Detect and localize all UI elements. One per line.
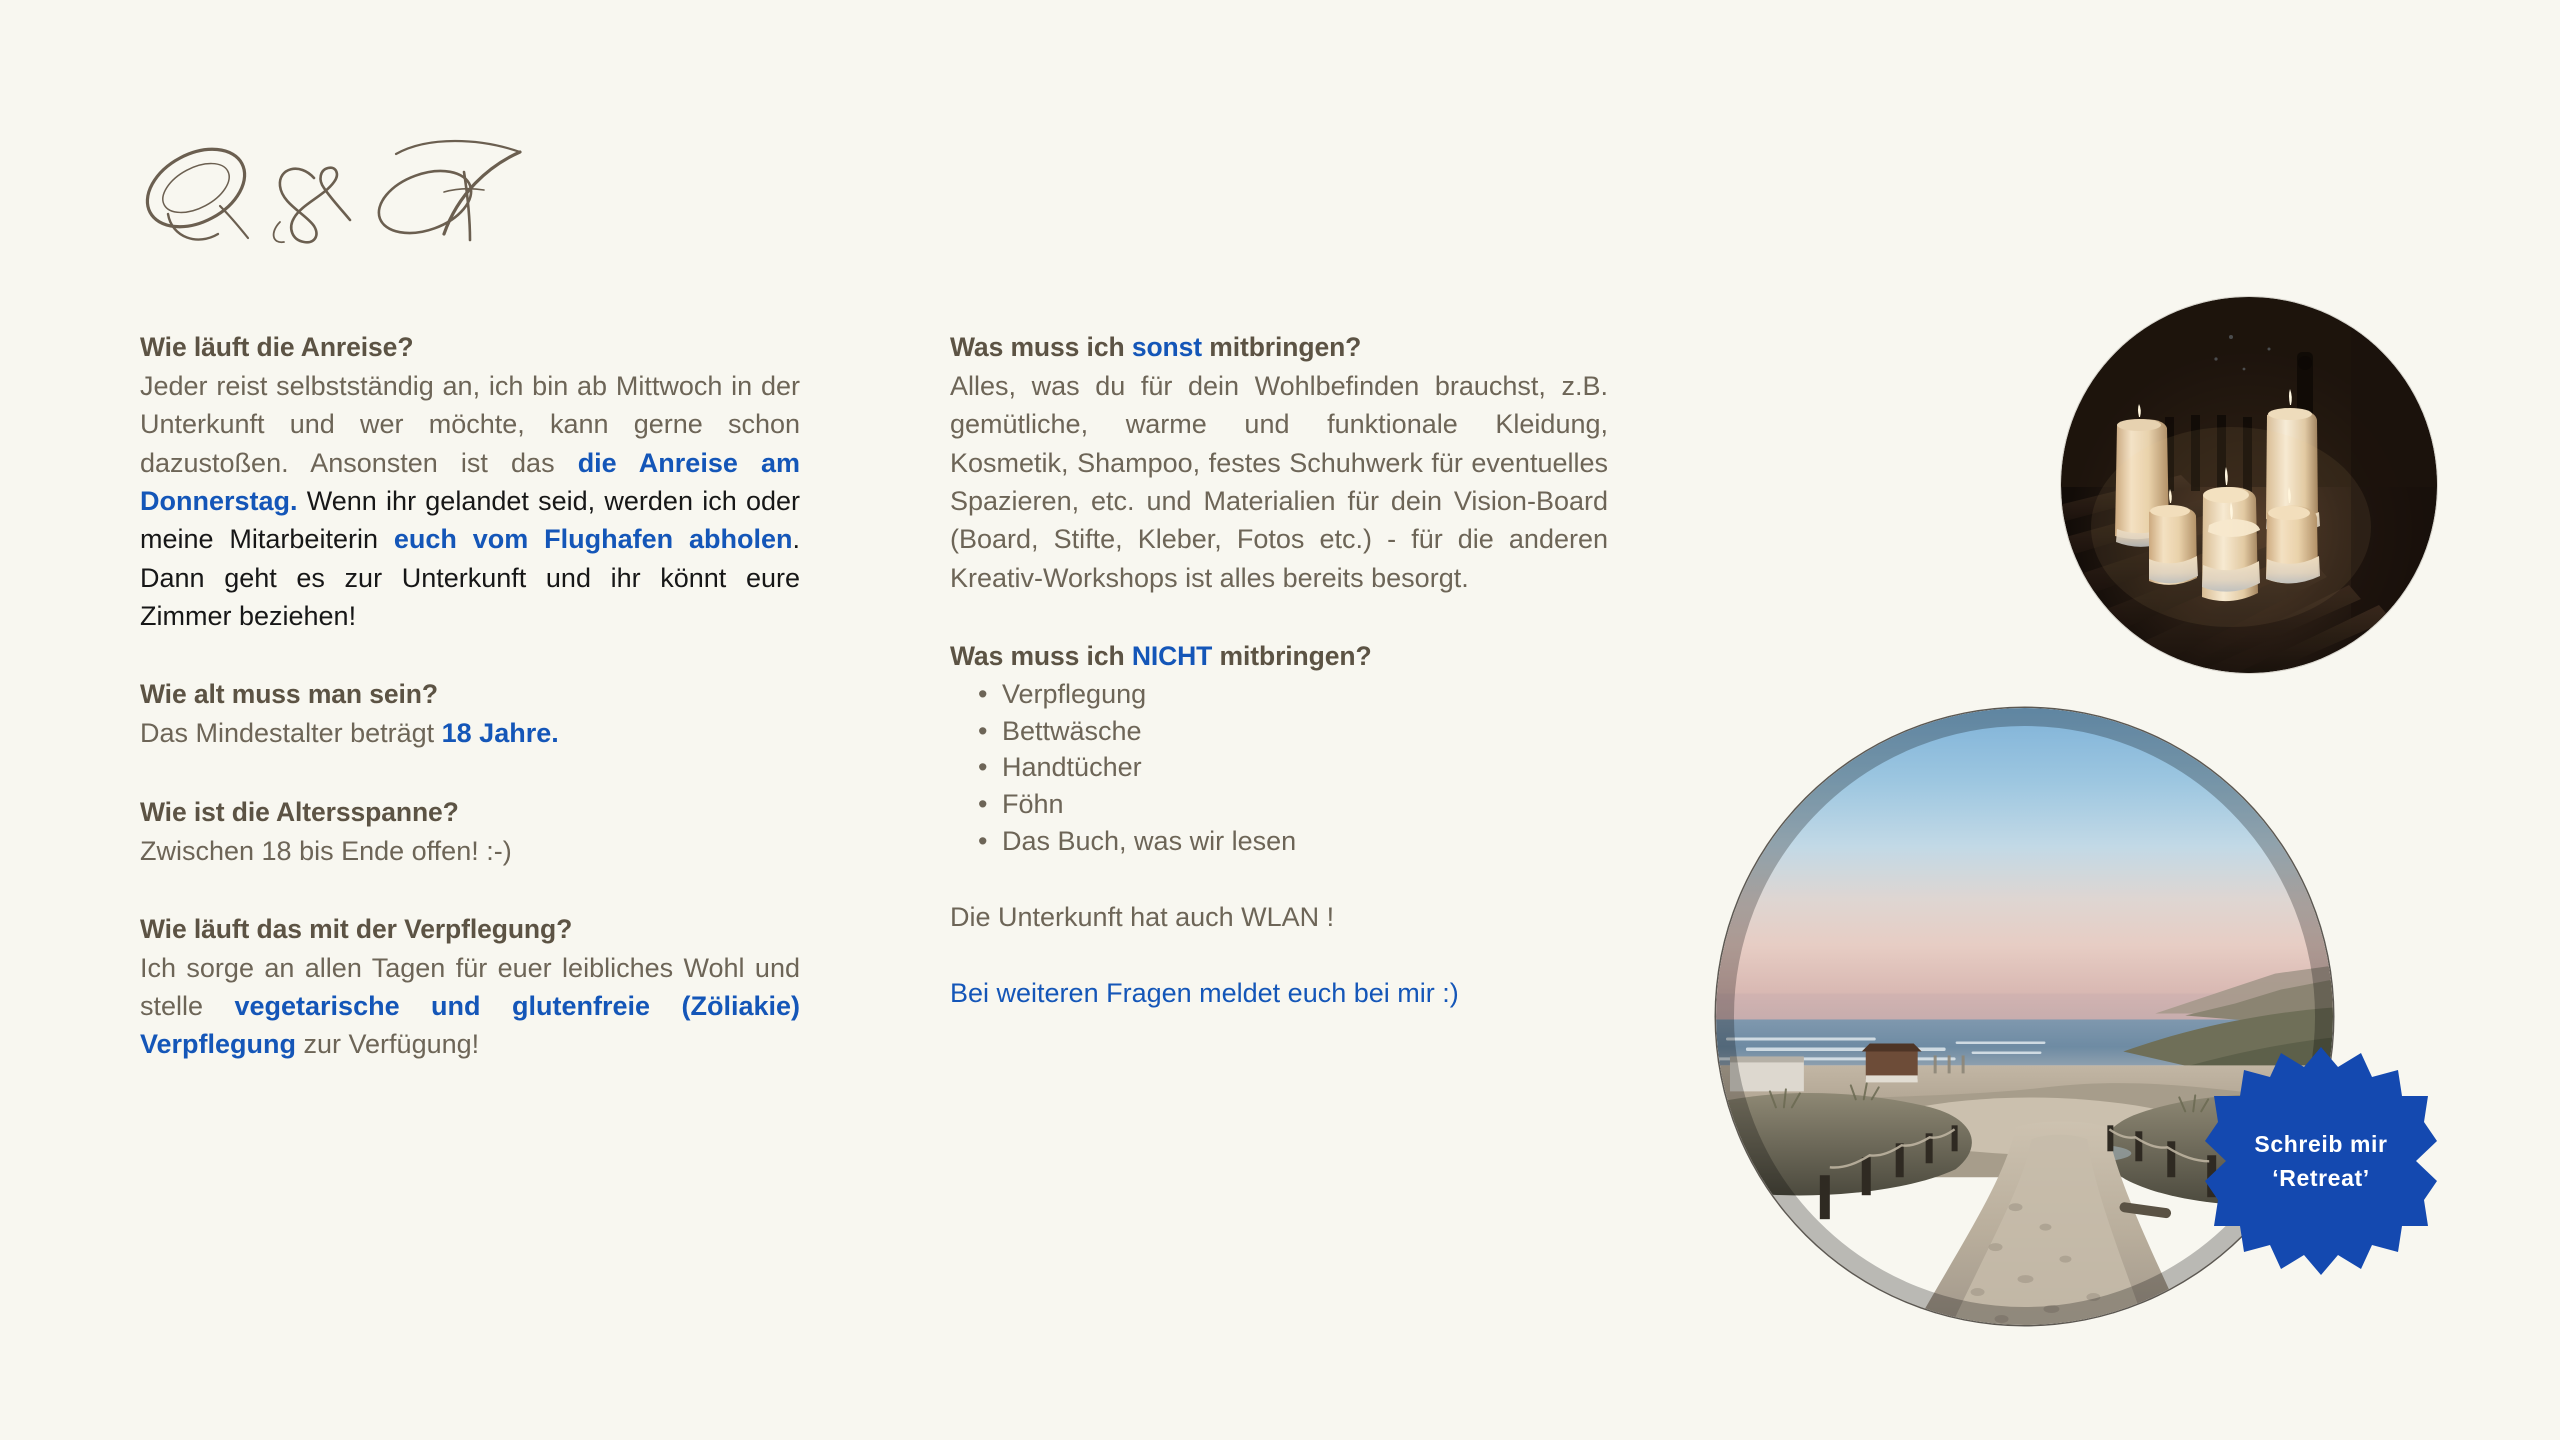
bullet-icon: • bbox=[978, 825, 988, 856]
faq-answer-alter bbox=[140, 714, 800, 752]
faq-item-anreise bbox=[140, 330, 800, 635]
list-item bbox=[978, 749, 1608, 786]
faq-item-alter bbox=[140, 677, 800, 752]
faq-answer-altersspanne bbox=[140, 832, 800, 870]
answer-part-highlight: die Anreise am Donnerstag. bbox=[140, 447, 800, 516]
faq-answer-anreise bbox=[140, 367, 800, 635]
not-to-bring-list bbox=[950, 676, 1608, 860]
badge-line-2: ‘Retreat’ bbox=[2272, 1165, 2370, 1191]
faq-item-nicht-mitbringen bbox=[950, 639, 1608, 1012]
list-item-label: Das Buch, was wir lesen bbox=[1002, 825, 1297, 856]
faq-answer-sonst-mitbringen: Alles, was du für dein Wohlbefinden brauchst, z.B. gemütliche, warme und funktionale Kleidung, Kosmetik, Shampoo, festes Schuhwerk für eventuelles Spazieren, etc. und Materialien für dein Vision-Board (Board, Stifte, Kleber, Fotos etc.) - für die anderen Kreativ-Workshops ist alles bereits besorgt. bbox=[950, 370, 1608, 593]
question-part-highlight: NICHT bbox=[1131, 640, 1213, 671]
badge-line-1: Schreib mir bbox=[2254, 1130, 2388, 1157]
list-item bbox=[978, 713, 1608, 750]
faq-question-nicht-mitbringen bbox=[950, 639, 1608, 674]
list-item-label: Verpflegung bbox=[1002, 678, 1147, 709]
list-item-label: Handtücher bbox=[1002, 752, 1142, 783]
schreib-mir-retreat-badge[interactable] bbox=[2205, 1045, 2437, 1277]
faq-question-anreise: Wie läuft die Anreise? bbox=[140, 332, 414, 362]
bullet-icon: • bbox=[978, 789, 988, 820]
contact-note bbox=[950, 974, 1608, 1012]
faq-column-left bbox=[140, 330, 800, 1064]
candles-photo-art bbox=[2061, 297, 2437, 673]
question-part-pre: Was muss ich bbox=[950, 640, 1132, 671]
answer-part-highlight: vegetarische und glutenfreie (Zöliakie) Verpflegung bbox=[140, 991, 800, 1060]
answer-part-highlight-2: euch vom Flughafen abholen bbox=[393, 524, 793, 555]
list-item bbox=[978, 823, 1608, 860]
faq-column-middle bbox=[950, 330, 1608, 1012]
page-title bbox=[128, 118, 548, 268]
faq-question-alter: Wie alt muss man sein? bbox=[140, 679, 438, 710]
answer-part-highlight: 18 Jahre. bbox=[441, 718, 559, 749]
faq-item-verpflegung bbox=[140, 912, 800, 1064]
list-item bbox=[978, 676, 1608, 713]
bullet-icon: • bbox=[978, 715, 988, 746]
bullet-icon: • bbox=[978, 678, 988, 709]
question-part-post: mitbringen? bbox=[1202, 332, 1362, 362]
answer-part-brown: Das Mindestalter beträgt bbox=[140, 718, 442, 749]
question-part-highlight: sonst bbox=[1131, 332, 1202, 362]
list-item-label: Föhn bbox=[1002, 789, 1064, 820]
faq-question-verpflegung: Wie läuft das mit der Verpflegung? bbox=[140, 913, 573, 944]
bullet-icon: • bbox=[978, 752, 988, 783]
answer-part-brown: Ich sorge an allen Tagen für euer leibliches Wohl und stelle bbox=[140, 952, 800, 1022]
qa-script-lettering bbox=[128, 118, 548, 268]
faq-item-altersspanne bbox=[140, 795, 800, 870]
answer-part-dark: Wenn ihr gelandet seid, werden ich oder meine Mitarbeiterin bbox=[140, 485, 800, 555]
faq-item-sonst-mitbringen bbox=[950, 330, 1608, 597]
faq-question-altersspanne: Wie ist die Altersspanne? bbox=[140, 796, 459, 827]
answer-part-brown: Jeder reist selbstständig an, ich bin ab Mittwoch in der Unterkunft und wer möchte, kann gerne schon dazustoßen. Ansonsten ist das bbox=[140, 370, 800, 478]
list-item-label: Bettwäsche bbox=[1002, 715, 1142, 746]
contact-note-text: Bei weiteren Fragen meldet euch bei mir :) bbox=[950, 977, 1459, 1008]
wlan-note: Die Unterkunft hat auch WLAN ! bbox=[950, 901, 1335, 932]
answer-part-brown: Zwischen 18 bis Ende offen! :-) bbox=[140, 835, 512, 866]
question-part-post: mitbringen? bbox=[1212, 640, 1372, 671]
answer-part-brown-2: zur Verfügung! bbox=[296, 1029, 480, 1060]
faq-answer-verpflegung bbox=[140, 949, 800, 1064]
answer-part-dark-2: . Dann geht es zur Unterkunft und ihr könnt eure Zimmer beziehen! bbox=[140, 524, 801, 631]
question-part-pre: Was muss ich bbox=[950, 332, 1132, 362]
candles-on-grate-photo bbox=[2061, 297, 2437, 673]
starburst-icon bbox=[2205, 1045, 2437, 1277]
list-item bbox=[978, 786, 1608, 823]
faq-question-sonst-mitbringen bbox=[950, 330, 1608, 365]
